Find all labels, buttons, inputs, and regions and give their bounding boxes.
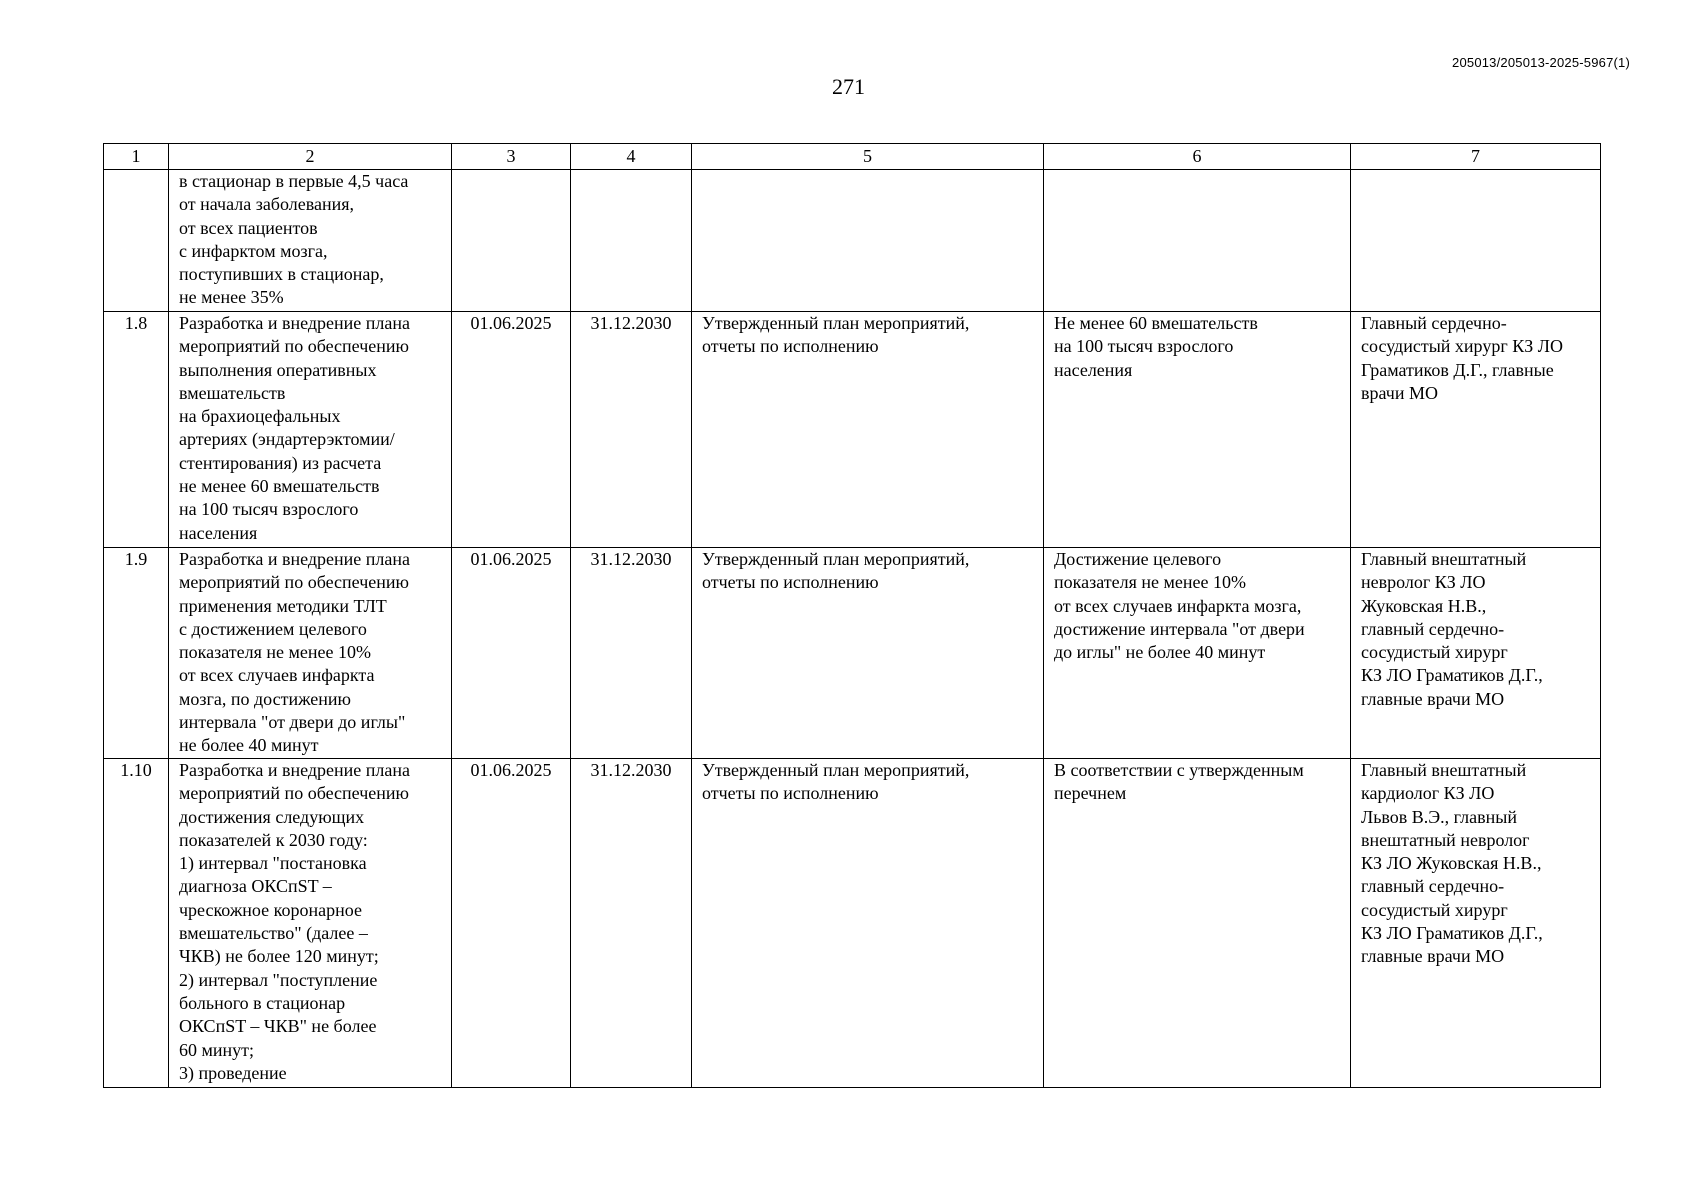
- plan-table: [103, 143, 1601, 1088]
- column-header: 3: [452, 144, 571, 170]
- indicator-cell: [1044, 170, 1351, 312]
- column-number-row: [104, 144, 1601, 170]
- measure-cell: Разработка и внедрение плана мероприятий по обеспечению достижения следующих показателей к 2030 году: 1) интервал "постановка диагноза ОКСпST – чрескожное коронарное вмешательство" (далее – ЧКВ) не более 120 минут; 2) интервал "поступление больного в стационар ОКСпST – ЧКВ" не более 60 минут; 3) проведение: [169, 759, 452, 1088]
- measure-cell: Разработка и внедрение плана мероприятий по обеспечению выполнения оперативных вмешательств на брахиоцефальных артериях (эндартерэктомии/ стентирования) из расчета не менее 60 вмешательств на 100 тысяч взрослого населения: [169, 312, 452, 548]
- column-header: 4: [571, 144, 692, 170]
- row-number: 1.9: [104, 548, 169, 759]
- table-row: [104, 312, 1601, 548]
- column-header: 5: [692, 144, 1044, 170]
- column-header: 2: [169, 144, 452, 170]
- result-cell: Утвержденный план мероприятий, отчеты по исполнению: [692, 759, 1044, 1088]
- end-date-cell: 31.12.2030: [571, 548, 692, 759]
- indicator-cell: Не менее 60 вмешательств на 100 тысяч взрослого населения: [1044, 312, 1351, 548]
- column-header: 6: [1044, 144, 1351, 170]
- row-number: 1.8: [104, 312, 169, 548]
- indicator-cell: Достижение целевого показателя не менее 10% от всех случаев инфаркта мозга, достижение интервала "от двери до иглы" не более 40 минут: [1044, 548, 1351, 759]
- row-number: [104, 170, 169, 312]
- start-date-cell: [452, 170, 571, 312]
- page-number: 271: [832, 74, 865, 99]
- start-date-cell: 01.06.2025: [452, 548, 571, 759]
- responsible-cell: Главный сердечно- сосудистый хирург КЗ ЛО Граматиков Д.Г., главные врачи МО: [1351, 312, 1601, 548]
- indicator-cell: В соответствии с утвержденным перечнем: [1044, 759, 1351, 1088]
- end-date-cell: 31.12.2030: [571, 312, 692, 548]
- measure-cell: в стационар в первые 4,5 часа от начала заболевания, от всех пациентов с инфарктом мозга, поступивших в стационар, не менее 35%: [169, 170, 452, 312]
- responsible-cell: Главный внештатный кардиолог КЗ ЛО Львов В.Э., главный внештатный невролог КЗ ЛО Жуковская Н.В., главный сердечно- сосудистый хирург КЗ ЛО Граматиков Д.Г., главные врачи МО: [1351, 759, 1601, 1088]
- measure-cell: Разработка и внедрение плана мероприятий по обеспечению применения методики ТЛТ с достижением целевого показателя не менее 10% от всех случаев инфаркта мозга, по достижению интервала "от двери до иглы" не более 40 минут: [169, 548, 452, 759]
- table-row: [104, 548, 1601, 759]
- result-cell: [692, 170, 1044, 312]
- table-row-continuation: [104, 170, 1601, 312]
- start-date-cell: 01.06.2025: [452, 759, 571, 1088]
- table-row: [104, 759, 1601, 1088]
- start-date-cell: 01.06.2025: [452, 312, 571, 548]
- result-cell: Утвержденный план мероприятий, отчеты по исполнению: [692, 548, 1044, 759]
- responsible-cell: Главный внештатный невролог КЗ ЛО Жуковская Н.В., главный сердечно- сосудистый хирург КЗ ЛО Граматиков Д.Г., главные врачи МО: [1351, 548, 1601, 759]
- column-header: 1: [104, 144, 169, 170]
- end-date-cell: 31.12.2030: [571, 759, 692, 1088]
- column-header: 7: [1351, 144, 1601, 170]
- responsible-cell: [1351, 170, 1601, 312]
- document-id: 205013/205013-2025-5967(1): [1452, 55, 1630, 70]
- result-cell: Утвержденный план мероприятий, отчеты по исполнению: [692, 312, 1044, 548]
- end-date-cell: [571, 170, 692, 312]
- row-number: 1.10: [104, 759, 169, 1088]
